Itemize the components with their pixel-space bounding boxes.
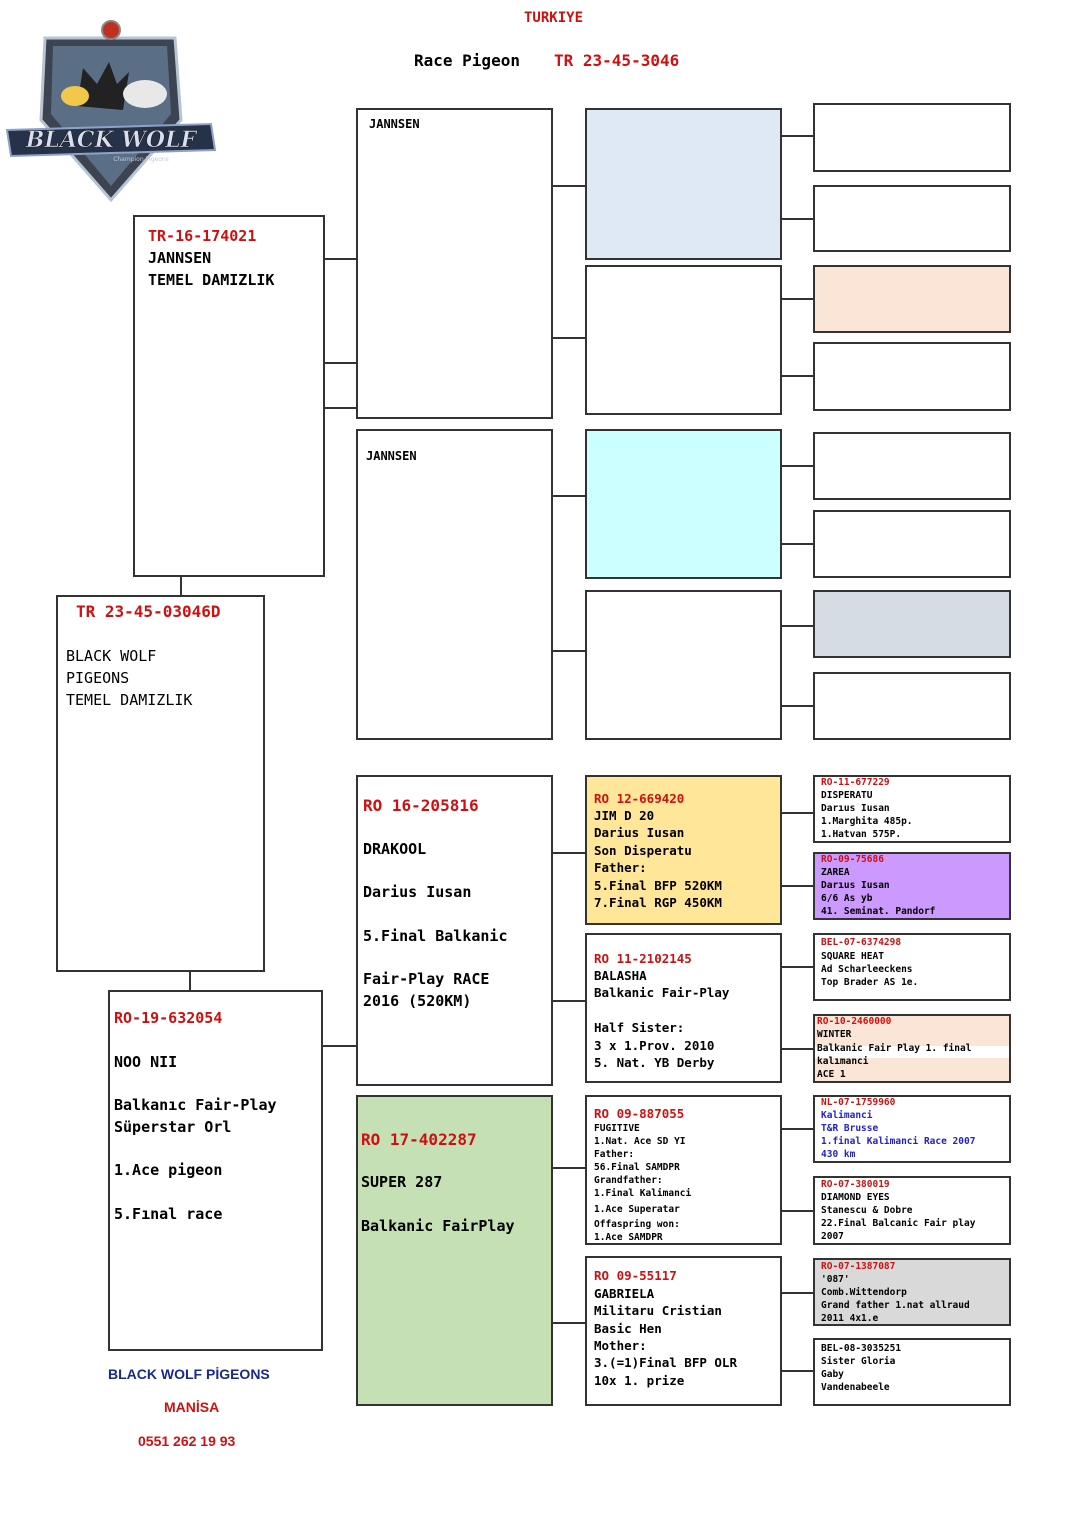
gloria-box	[813, 1338, 1011, 1406]
ggp-line: BEL-08-3035251	[821, 1343, 902, 1354]
ggp-line: Balkanic Fair Play 1. final	[817, 1043, 972, 1054]
diamond-eyes-box	[813, 1176, 1011, 1245]
ggp-line: Vandenabeele	[821, 1382, 890, 1393]
gp-line: 5. Nat. YB Derby	[594, 1055, 715, 1070]
disperatu-box	[813, 775, 1011, 843]
sire-box	[133, 215, 325, 577]
ggp-line: DIAMOND EYES	[821, 1192, 890, 1203]
sire-line: TEMEL DAMIZLIK	[148, 271, 275, 289]
ggp-line: 41. Seminat. Pandorf	[821, 906, 936, 917]
line	[180, 576, 182, 596]
gp-line: FUGITIVE	[594, 1123, 640, 1134]
ggp-line: Comb.Wittendorp	[821, 1287, 907, 1298]
footer-loft-name: BLACK WOLF PİGEONS	[108, 1366, 270, 1382]
gabriela-box	[585, 1256, 782, 1406]
gp-line: Darius Iusan	[594, 825, 685, 840]
ggp-line: Stanescu & Dobre	[821, 1205, 913, 1216]
country-title: TURKIYE	[524, 10, 584, 26]
ggp-line: 1.Marghita 485p.	[821, 816, 913, 827]
gen4-box	[813, 510, 1011, 578]
jim-d-20-box	[585, 775, 782, 925]
ggp-line: 22.Final Balcanic Fair play	[821, 1218, 976, 1229]
ggp-line: DISPERATU	[821, 790, 873, 801]
gp-line: Son Disperatu	[594, 843, 692, 858]
ggp-line: ACE 1	[817, 1069, 846, 1080]
dam-sire-line: Fair-Play RACE	[363, 970, 490, 988]
sire-sire-line: JANNSEN	[369, 117, 420, 131]
gp-line: Balkanic Fair-Play	[594, 985, 730, 1000]
line	[552, 185, 586, 187]
line	[324, 258, 358, 260]
gp-line: 3.(=1)Final BFP OLR	[594, 1355, 737, 1370]
line	[780, 885, 815, 887]
line	[780, 543, 815, 545]
svg-text:BLACK WOLF: BLACK WOLF	[25, 127, 197, 153]
dam-name: NOO NII	[114, 1053, 178, 1071]
ggp-ring: RO-07-1387087	[821, 1261, 896, 1272]
dam-sire-box	[356, 775, 553, 1086]
ggp-ring: RO-09-75686	[821, 854, 884, 865]
gp-line: Father:	[594, 860, 647, 875]
line	[780, 1370, 815, 1372]
dam-dam-name: SUPER 287	[361, 1173, 443, 1191]
gp-ring: RO 09-887055	[594, 1106, 685, 1121]
ggp-line: 2011 4x1.e	[821, 1313, 879, 1324]
ggp-line: ZAREA	[821, 867, 850, 878]
ggp-line: '087'	[821, 1274, 850, 1285]
zarea-box	[813, 852, 1011, 920]
line	[552, 1167, 586, 1169]
gp-line: 56.Final SAMDPR	[594, 1162, 680, 1173]
wolf-pigeon-shield-icon	[5, 10, 217, 205]
dam-sire-line: 2016 (520KM)	[363, 992, 472, 1010]
gp-line: 5.Final BFP 520KM	[594, 878, 722, 893]
ggp-line: Darıus Iusan	[821, 803, 890, 814]
balasha-box	[585, 933, 782, 1083]
ggp-line: WINTER	[817, 1029, 852, 1040]
gp-line: 1.Nat. Ace SD YI	[594, 1136, 686, 1147]
black-wolf-logo	[5, 10, 217, 205]
line	[780, 218, 815, 220]
dam-box	[108, 990, 323, 1351]
header-ring-number: TR 23-45-3046	[554, 51, 680, 70]
line	[552, 1322, 586, 1324]
ggp-ring: NL-07-1759960	[821, 1097, 896, 1108]
line	[780, 298, 815, 300]
gp-line: Basic Hen	[594, 1321, 662, 1336]
ggp-line: Kalimanci	[821, 1110, 873, 1121]
sire-sire-box	[356, 108, 553, 419]
subject-pigeon-box	[56, 595, 265, 972]
line	[780, 1292, 815, 1294]
ggp-line: Top Brader AS 1e.	[821, 977, 919, 988]
gen4-box	[813, 103, 1011, 172]
line	[324, 362, 358, 364]
line	[780, 705, 815, 707]
ggp-line: 2007	[821, 1231, 844, 1242]
line	[552, 495, 586, 497]
dam-line: 1.Ace pigeon	[114, 1161, 223, 1179]
line	[780, 375, 815, 377]
dam-dam-box	[356, 1095, 553, 1406]
sire-ring: TR-16-174021	[148, 227, 257, 245]
ggp-ring: RO-10-2460000	[817, 1016, 892, 1027]
line	[780, 966, 815, 968]
line	[780, 625, 815, 627]
gp-line: Mother:	[594, 1338, 647, 1353]
gp-line: Offaspring won:	[594, 1219, 680, 1230]
line	[552, 650, 586, 652]
gp-ring: RO 11-2102145	[594, 951, 692, 966]
dam-dam-ring: RO 17-402287	[361, 1130, 477, 1149]
dam-sire-name: DRAKOOL	[363, 840, 427, 858]
ggp-line: 430 km	[821, 1149, 856, 1160]
gp-line: 10x 1. prize	[594, 1373, 685, 1388]
line	[189, 971, 191, 991]
ggp-line: 1.Hatvan 575P.	[821, 829, 902, 840]
ggp-line: Grand father 1.nat allraud	[821, 1300, 970, 1311]
gen4-box	[813, 185, 1011, 252]
gp-line: BALASHA	[594, 968, 647, 983]
line	[780, 1128, 815, 1130]
sire-dam-box	[356, 429, 553, 740]
ggp-line: Sister Gloria	[821, 1356, 896, 1367]
square-heat-box	[813, 933, 1011, 1001]
ggp-box-3	[585, 429, 782, 579]
ggp-box-2	[585, 265, 782, 415]
dam-dam-line: Balkanic FairPlay	[361, 1217, 515, 1235]
line	[780, 1210, 815, 1212]
kalimanci-box	[813, 1095, 1011, 1163]
ggp-line: T&R Brusse	[821, 1123, 879, 1134]
ggp-box-4	[585, 590, 782, 740]
footer-phone: 0551 262 19 93	[138, 1433, 236, 1449]
svg-text:Champion Pigeons: Champion Pigeons	[113, 156, 169, 163]
subject-ring: TR 23-45-03046D	[76, 602, 221, 621]
line	[552, 852, 586, 854]
ggp-ring: BEL-07-6374298	[821, 937, 902, 948]
gp-ring: RO 12-669420	[594, 791, 685, 806]
gen4-box	[813, 432, 1011, 500]
ggp-ring: RO-07-380019	[821, 1179, 890, 1190]
subject-line: PIGEONS	[66, 669, 130, 687]
gp-line: 1.Ace SAMDPR	[594, 1232, 663, 1243]
ggp-line: kalımanci	[817, 1056, 869, 1067]
gp-line: 1.Final Kalimanci	[594, 1188, 692, 1199]
dam-line: Balkanıc Fair-Play	[114, 1096, 277, 1114]
ggp-line: 6/6 As yb	[821, 893, 873, 904]
gen4-box	[813, 342, 1011, 411]
line	[780, 465, 815, 467]
gen4-box	[813, 672, 1011, 740]
gp-line: 3 x 1.Prov. 2010	[594, 1038, 715, 1053]
sire-line: JANNSEN	[148, 249, 212, 267]
ggp-line: Gaby	[821, 1369, 844, 1380]
line	[552, 1000, 586, 1002]
fugitive-box	[585, 1095, 782, 1245]
gp-line: Militaru Cristian	[594, 1303, 722, 1318]
ggp-line: Darıus Iusan	[821, 880, 890, 891]
line	[780, 1048, 815, 1050]
087-box	[813, 1258, 1011, 1326]
dam-line: Süperstar Orl	[114, 1118, 232, 1136]
line	[324, 407, 358, 409]
page-title: Race Pigeon	[414, 51, 520, 70]
line	[322, 1045, 358, 1047]
dam-sire-ring: RO 16-205816	[363, 796, 479, 815]
ggp-box-1	[585, 108, 782, 260]
gp-line: 1.Ace Superatar	[594, 1204, 680, 1215]
gp-line: Father:	[594, 1149, 635, 1160]
line	[780, 812, 815, 814]
ggp-line: 1.final Kalimanci Race 2007	[821, 1136, 976, 1147]
footer-city: MANİSA	[164, 1399, 220, 1415]
gen4-box	[813, 590, 1011, 658]
gen4-box	[813, 265, 1011, 333]
subject-line: TEMEL DAMIZLIK	[66, 691, 193, 709]
dam-sire-line: 5.Final Balkanic	[363, 927, 508, 945]
winter-box	[813, 1014, 1011, 1083]
dam-sire-line: Darius Iusan	[363, 883, 472, 901]
ggp-ring: RO-11-677229	[821, 777, 890, 788]
sire-dam-line: JANNSEN	[366, 449, 417, 463]
gp-line: Grandfather:	[594, 1175, 663, 1186]
ggp-line: SQUARE HEAT	[821, 951, 884, 962]
gp-line: 7.Final RGP 450KM	[594, 895, 722, 910]
line	[552, 337, 586, 339]
ggp-line: Ad Scharleeckens	[821, 964, 913, 975]
gp-ring: RO 09-55117	[594, 1268, 677, 1283]
dam-line: 5.Fınal race	[114, 1205, 223, 1223]
gp-line: Half Sister:	[594, 1020, 685, 1035]
gp-line: JIM D 20	[594, 808, 655, 823]
dam-ring: RO-19-632054	[114, 1009, 223, 1027]
subject-line: BLACK WOLF	[66, 647, 157, 665]
line	[780, 135, 815, 137]
gp-line: GABRIELA	[594, 1286, 655, 1301]
